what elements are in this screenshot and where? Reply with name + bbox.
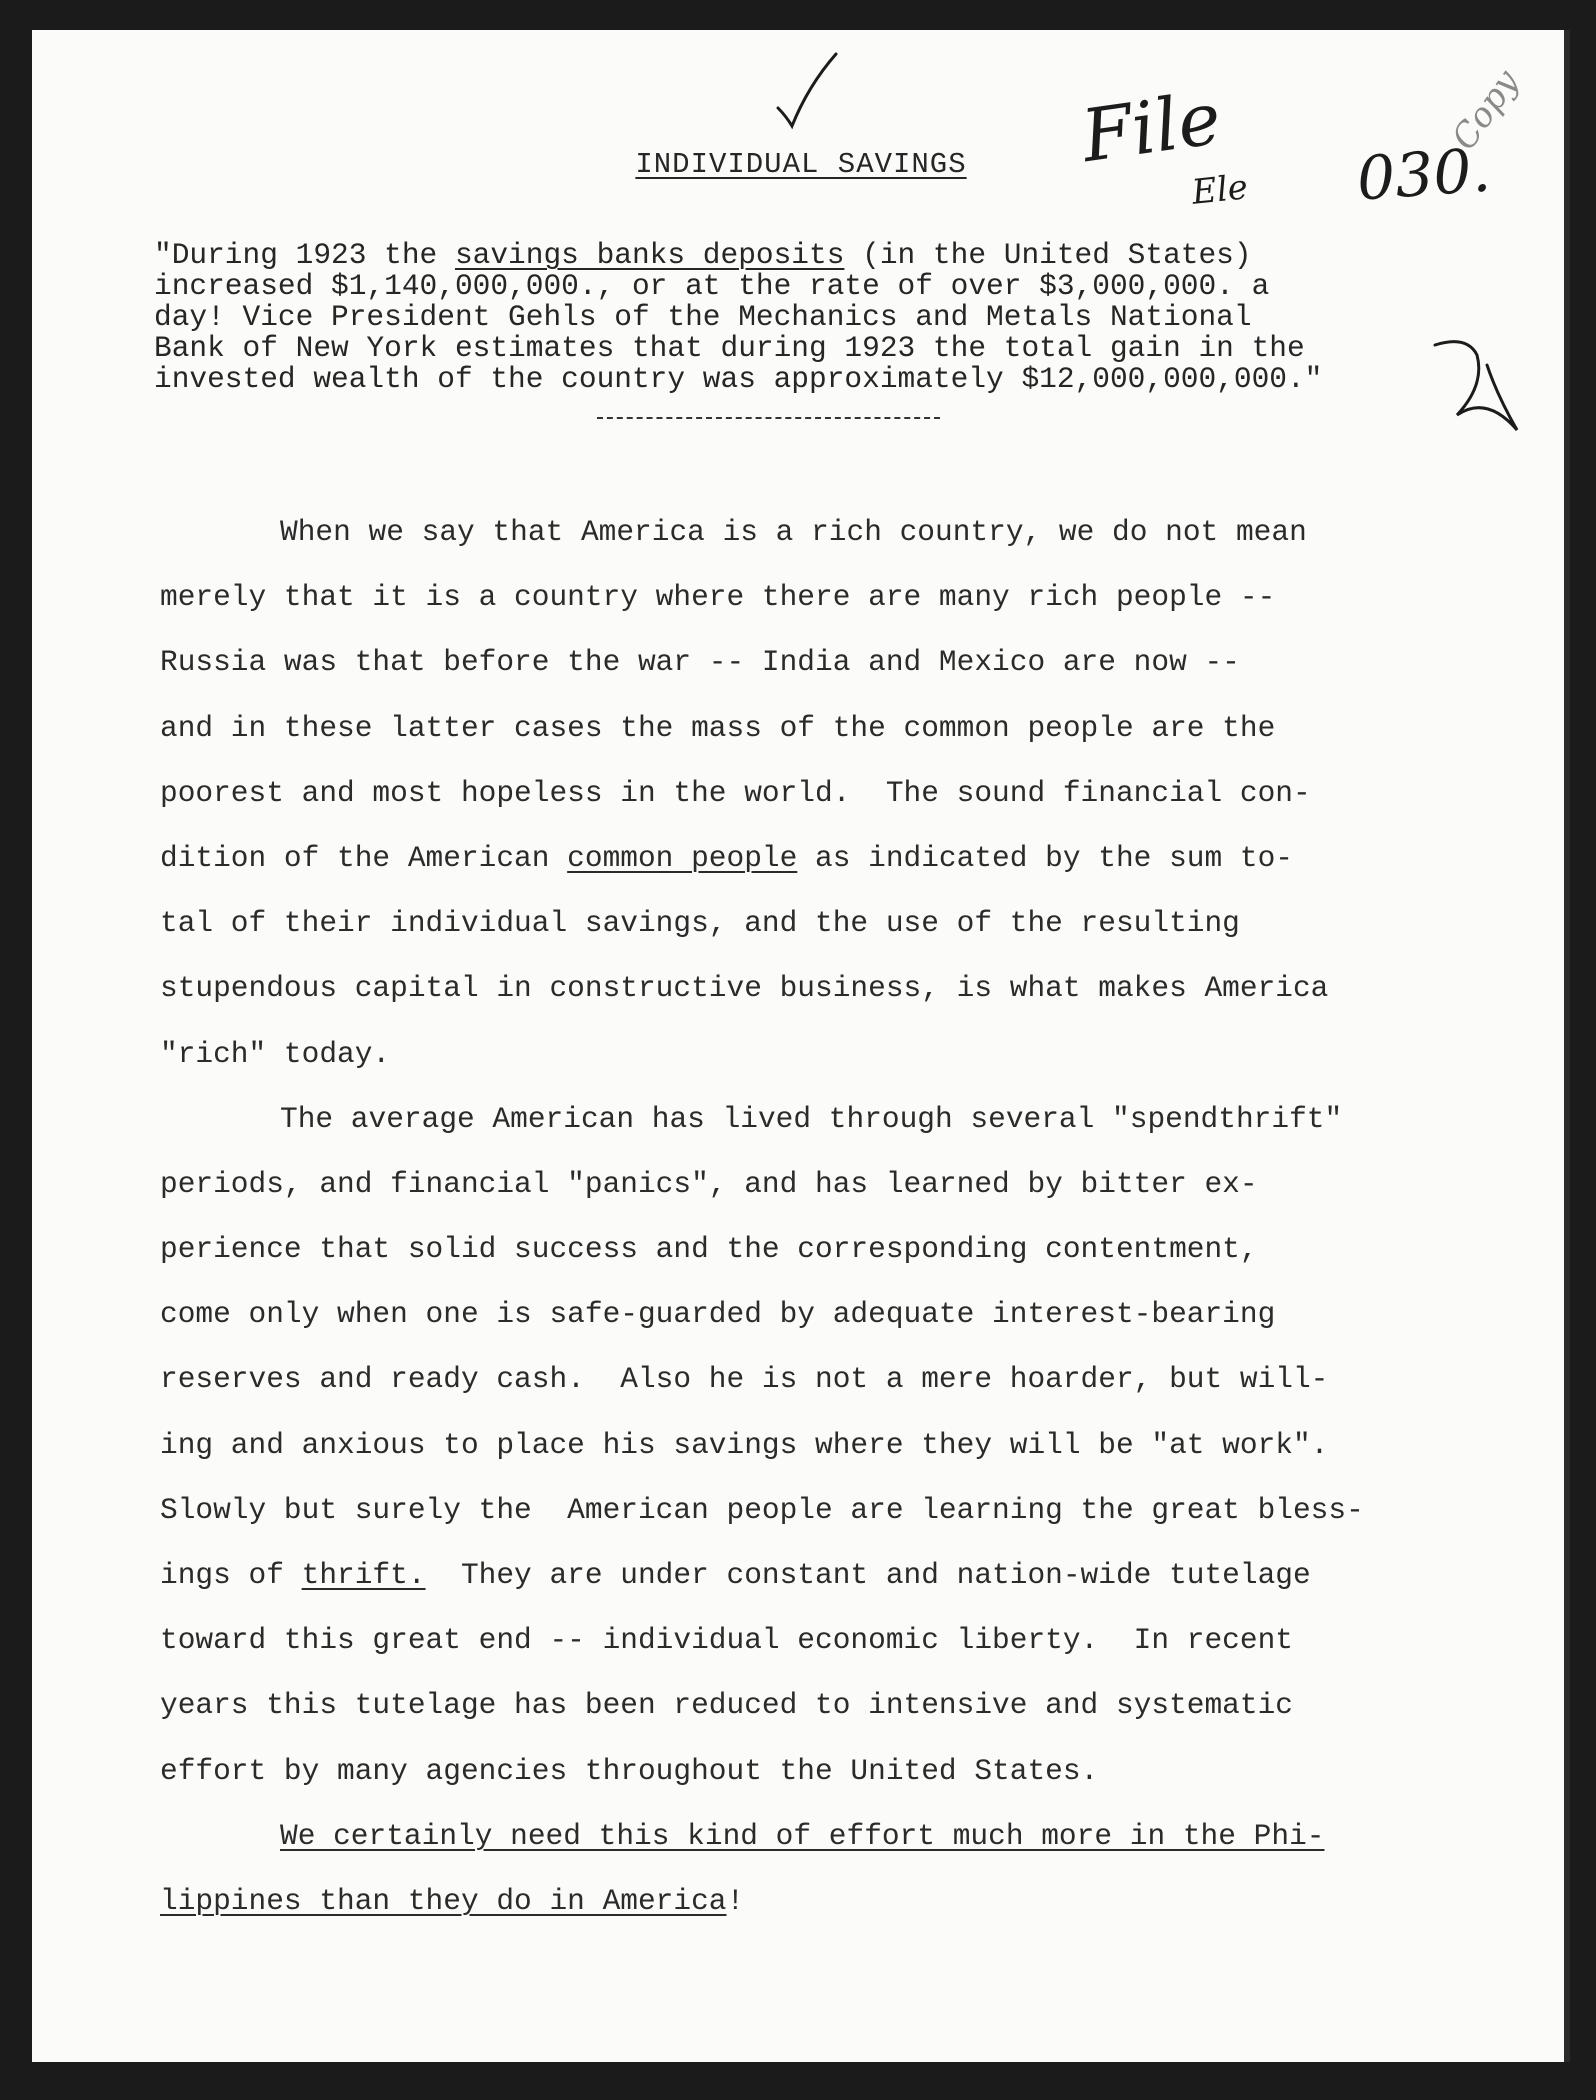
body-line (160, 1478, 1510, 1543)
line-text: (in the United States) (844, 238, 1252, 272)
separator-line (597, 417, 940, 419)
quote-line (154, 240, 1474, 271)
line-text: merely that it is a country where there are many rich people -- (160, 580, 1276, 615)
quote-line (154, 302, 1474, 333)
line-text: periods, and financial "panics", and has learned by bitter ex- (160, 1166, 1258, 1201)
line-text: ! (726, 1883, 745, 1918)
body-line (160, 1217, 1510, 1282)
line-text: increased $1,140,000,000., or at the rate of over $3,000,000. a (154, 269, 1270, 303)
line-text: When we say that America is a rich country, we do not mean (280, 515, 1307, 549)
body-line (160, 630, 1510, 695)
line-text: ings of (160, 1558, 302, 1592)
line-text: come only when one is safe-guarded by adequate interest-bearing (160, 1297, 1276, 1332)
line-text: years this tutelage has been reduced to intensive and systematic (160, 1688, 1293, 1723)
line-text: tal of their individual savings, and the use of the resulting (160, 906, 1240, 941)
body-line (160, 1152, 1510, 1217)
handwritten-copy-note: Copy (1444, 62, 1528, 158)
body-line (160, 696, 1510, 761)
body-line (160, 1087, 1510, 1152)
line-text: Russia was that before the war -- India and Mexico are now -- (160, 645, 1240, 680)
line-text: and in these latter cases the mass of the common people are the (160, 710, 1276, 745)
body-line (160, 1282, 1510, 1347)
line-text: ing and anxious to place his savings where they will be "at work". (160, 1427, 1329, 1462)
line-text: Bank of New York estimates that during 1923 the total gain in the (154, 331, 1305, 365)
line-text: dition of the American (160, 840, 568, 875)
line-text: effort by many agencies throughout the United States. (160, 1753, 1099, 1788)
quote-line (154, 333, 1474, 364)
underlined-text: thrift. (301, 1558, 426, 1592)
underlined-text: We certainly need this kind of effort much more in the Phi- (280, 1818, 1325, 1853)
line-text: perience that solid success and the corresponding contentment, (160, 1232, 1258, 1267)
quote-line (154, 364, 1474, 395)
line-text: stupendous capital in constructive business, is what makes America (160, 971, 1329, 1006)
quote-line (154, 271, 1474, 302)
underlined-text: savings banks deposits (454, 238, 845, 272)
body-line (160, 956, 1510, 1021)
body-line (160, 1739, 1510, 1804)
line-text: "rich" today. (160, 1036, 391, 1071)
body-line (160, 500, 1510, 565)
line-text: Slowly but surely the American people are learning the great bless- (160, 1492, 1364, 1527)
underlined-text: lippines than they do in America (160, 1883, 727, 1918)
handwritten-file-note: File (1076, 75, 1226, 179)
line-text: as indicated by the sum to- (797, 840, 1293, 875)
line-text: The average American has lived through several "spendthrift" (280, 1101, 1343, 1136)
body-line (160, 1022, 1510, 1087)
body-line (160, 1673, 1510, 1738)
handwritten-file-subnote: Ele (1190, 167, 1250, 213)
line-text: toward this great end -- individual economic liberty. In recent (160, 1623, 1293, 1658)
body-line (160, 565, 1510, 630)
body-line (160, 1543, 1510, 1608)
body-line (160, 1804, 1510, 1869)
quote-block (154, 240, 1474, 395)
line-text: poorest and most hopeless in the world. The sound financial con- (160, 775, 1311, 810)
document-title: INDIVIDUAL SAVINGS (635, 148, 967, 181)
underlined-text: common people (567, 840, 798, 875)
body-line (160, 761, 1510, 826)
body-line (160, 1413, 1510, 1478)
bracket-mark-icon (1427, 325, 1547, 445)
body-line (160, 891, 1510, 956)
checkmark-icon (772, 50, 842, 130)
handwritten-file-code: 030. (1354, 135, 1493, 215)
line-text: reserves and ready cash. Also he is not a mere hoarder, but will- (160, 1362, 1329, 1397)
body-line (160, 1347, 1510, 1412)
body-line (160, 1869, 1510, 1934)
line-text: day! Vice President Gehls of the Mechanics and Metals National (154, 300, 1252, 334)
document-page (32, 30, 1570, 2062)
body-line (160, 1608, 1510, 1673)
body-text (160, 500, 1510, 1934)
line-text: invested wealth of the country was approximately $12,000,000,000." (154, 362, 1323, 396)
line-text: They are under constant and nation-wide tutelage (425, 1558, 1311, 1592)
line-text: "During 1923 the (154, 238, 455, 272)
body-line (160, 826, 1510, 891)
